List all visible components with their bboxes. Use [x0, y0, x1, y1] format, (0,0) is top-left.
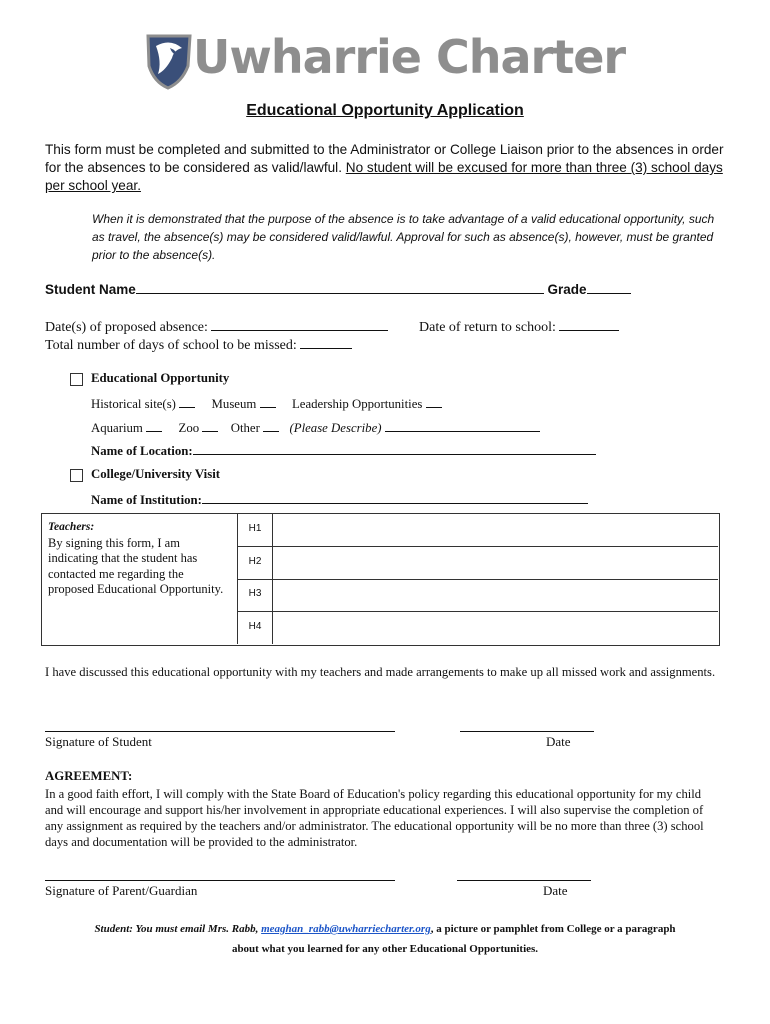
college-visit-checkbox[interactable]	[70, 469, 83, 482]
proposed-dates-row	[45, 318, 388, 336]
college-visit-label: College/University Visit	[91, 467, 221, 481]
student-date-label: Date	[546, 734, 571, 749]
student-name-field[interactable]	[136, 281, 544, 294]
email-link[interactable]: meaghan_rabb@uwharriecharter.org	[261, 923, 431, 935]
return-date-field[interactable]	[559, 318, 619, 331]
teacher-signature-h4[interactable]	[274, 613, 716, 643]
leadership-field[interactable]	[426, 395, 442, 408]
grade-label: Grade	[547, 282, 587, 297]
parent-date-label: Date	[543, 883, 568, 898]
total-days-row	[45, 336, 352, 354]
row-label-h3: H3	[248, 588, 262, 599]
other-field[interactable]	[263, 419, 279, 432]
row-label-h4: H4	[248, 621, 262, 632]
agreement-heading: AGREEMENT:	[45, 769, 133, 783]
institution-row	[91, 491, 588, 508]
agreement-text: In a good faith effort, I will comply with the State Board of Education's policy regarding this educational opportunity for my child and will encourage and support his/her involvement in appropriate educational experiences. I will also supervise the completion of any assignment as required by the teachers and/or administrator. The educational opportunity will be no more than three (3) school days and documentation will be provided to the administrator.	[45, 787, 704, 849]
parent-signature-line[interactable]	[45, 880, 395, 881]
logo	[144, 30, 194, 90]
opportunity-types-row-2	[91, 419, 540, 436]
footer-suffix: , a picture or pamphlet from College or a paragraph	[430, 923, 676, 935]
location-label: Name of Location:	[91, 444, 193, 458]
historical-site-label: Historical site(s)	[91, 397, 176, 411]
page-title: Educational Opportunity Application	[246, 102, 524, 119]
zoo-label: Zoo	[178, 421, 200, 435]
aquarium-label: Aquarium	[91, 421, 143, 435]
proposed-dates-label: Date(s) of proposed absence:	[45, 320, 208, 335]
please-describe-label: (Please Describe)	[289, 421, 382, 435]
institution-field[interactable]	[202, 491, 588, 504]
total-days-label: Total number of days of school to be missed:	[45, 338, 297, 353]
teachers-note	[48, 520, 228, 598]
teacher-signature-h2[interactable]	[274, 548, 716, 578]
return-date-row	[419, 318, 619, 336]
table-row-line	[238, 611, 718, 612]
student-signature-line[interactable]	[45, 731, 395, 732]
table-row-line	[238, 579, 718, 580]
student-name-row	[45, 281, 631, 297]
teacher-signature-h1[interactable]	[274, 515, 716, 545]
teacher-signature-h3[interactable]	[274, 581, 716, 610]
teachers-heading: Teachers:	[48, 521, 95, 533]
footer-line-2: about what you learned for any other Educational Opportunities.	[231, 943, 539, 955]
row-label-h2: H2	[248, 556, 262, 567]
student-signature-label: Signature of Student	[45, 734, 152, 749]
footer-prefix: Student: You must email Mrs. Rabb,	[94, 923, 259, 935]
student-date-line[interactable]	[460, 731, 594, 732]
museum-field[interactable]	[260, 395, 276, 408]
opportunity-types-row-1	[91, 395, 442, 412]
row-label-h1: H1	[248, 523, 262, 534]
museum-label: Museum	[211, 397, 257, 411]
intro-underlined-text: No student will be excused for more than three (3) school days per school year.	[45, 160, 723, 193]
aquarium-field[interactable]	[146, 419, 162, 432]
proposed-dates-field[interactable]	[211, 318, 388, 331]
historical-site-field[interactable]	[179, 395, 195, 408]
intro-text: This form must be completed and submitted to the Administrator or College Liaison prior to the absences in order for the absences to be considered as valid/lawful.	[45, 142, 724, 175]
educational-opportunity-checkbox[interactable]	[70, 373, 83, 386]
total-days-field[interactable]	[300, 336, 352, 349]
note-paragraph: When it is demonstrated that the purpose of the absence is to take advantage of a valid educational opportunity, such as travel, the absence(s) may be considered valid/lawful. Approval for such as absence(s), however, must be granted prior to the absence(s).	[92, 212, 715, 262]
location-field[interactable]	[193, 442, 596, 455]
leadership-label: Leadership Opportunities	[291, 397, 423, 411]
zoo-field[interactable]	[202, 419, 218, 432]
parent-date-line[interactable]	[457, 880, 591, 881]
describe-field[interactable]	[385, 419, 540, 432]
logo-text: Uwharrie Charter	[193, 30, 626, 84]
eagle-shield-icon	[144, 30, 194, 90]
intro-paragraph	[45, 141, 725, 195]
institution-label: Name of Institution:	[91, 493, 202, 507]
table-row-line	[238, 546, 718, 547]
return-date-label: Date of return to school:	[419, 320, 556, 335]
student-name-label: Student Name	[45, 282, 136, 297]
parent-signature-label: Signature of Parent/Guardian	[45, 883, 198, 898]
educational-opportunity-label: Educational Opportunity	[91, 371, 230, 385]
footer-line-1	[0, 923, 770, 935]
grade-field[interactable]	[587, 281, 631, 294]
other-label: Other	[230, 421, 260, 435]
student-statement: I have discussed this educational opportunity with my teachers and made arrangements to make up all missed work and assignments.	[45, 665, 716, 679]
location-row	[91, 442, 596, 459]
teachers-text: By signing this form, I am indicating that the student has contacted me regarding the proposed Educational Opportunity.	[48, 535, 224, 596]
